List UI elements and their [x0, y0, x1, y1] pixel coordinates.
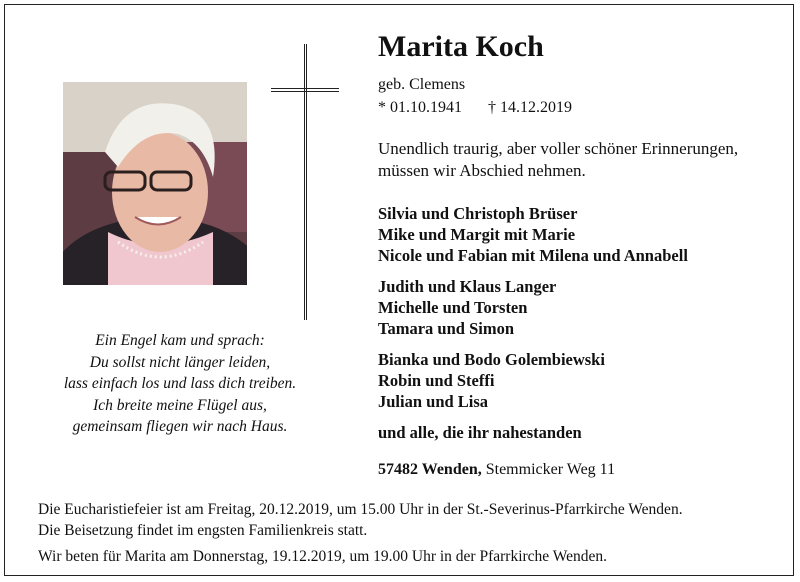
family-line: Silvia und Christoph Brüser: [378, 204, 578, 223]
family-group: [378, 276, 556, 339]
poem-line: gemeinsam fliegen wir nach Haus.: [72, 418, 288, 435]
family-line: Judith und Klaus Langer: [378, 277, 557, 296]
family-line: Julian und Lisa: [378, 392, 489, 411]
intro-line: Unendlich traurig, aber voller schöner Erinnerungen,: [378, 139, 739, 158]
family-group: [378, 203, 688, 266]
intro-text: [378, 138, 738, 182]
service-info: [38, 499, 683, 541]
intro-line: müssen wir Abschied nehmen.: [378, 161, 586, 180]
poem: [20, 330, 340, 438]
address-city: 57482 Wenden,: [378, 461, 482, 478]
family-group: [378, 349, 605, 412]
family-line: Robin und Steffi: [378, 371, 495, 390]
address: [378, 461, 615, 479]
service-line: Die Eucharistiefeier ist am Freitag, 20.12.2019, um 15.00 Uhr in der St.-Severinus-Pfarrkirche Wenden.: [38, 501, 683, 518]
service-line: Die Beisetzung findet im engsten Familienkreis statt.: [38, 522, 368, 539]
family-line: Nicole und Fabian mit Milena und Annabell: [378, 246, 688, 265]
birth-date: * 01.10.1941: [378, 99, 462, 116]
deceased-name: Marita Koch: [378, 30, 544, 63]
family-line: Tamara und Simon: [378, 319, 515, 338]
family-line: Michelle und Torsten: [378, 298, 528, 317]
poem-line: Ein Engel kam und sprach:: [95, 332, 265, 349]
family-group: [378, 422, 582, 443]
birth-name: geb. Clemens: [378, 76, 466, 93]
cross-horizontal: [271, 88, 339, 92]
family-line: und alle, die ihr nahestanden: [378, 423, 582, 442]
cross-vertical: [304, 44, 307, 320]
death-date: † 14.12.2019: [488, 99, 572, 116]
portrait-photo: [63, 82, 247, 285]
poem-line: Ich breite meine Flügel aus,: [93, 396, 267, 414]
family-line: Mike und Margit mit Marie: [378, 225, 576, 244]
poem-line: Du sollst nicht länger leiden,: [89, 353, 271, 371]
life-dates: [378, 99, 572, 117]
poem-line: lass einfach los und lass dich treiben.: [63, 375, 297, 392]
prayer-info: Wir beten für Marita am Donnerstag, 19.12.2019, um 19.00 Uhr in der Pfarrkirche Wenden.: [38, 548, 608, 565]
family-line: Bianka und Bodo Golembiewski: [378, 350, 605, 369]
address-street: Stemmicker Weg 11: [485, 461, 616, 478]
